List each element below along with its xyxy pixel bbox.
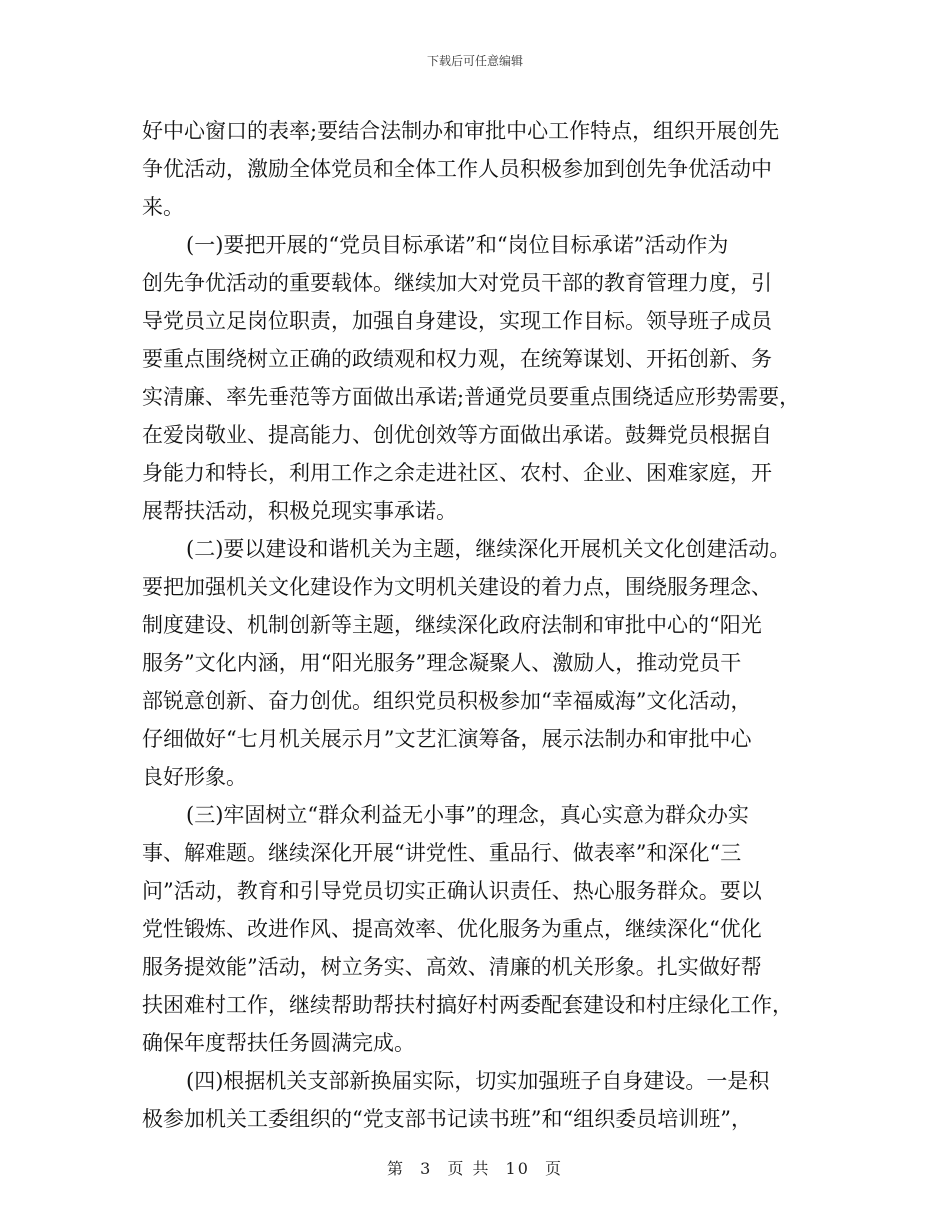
text-line: 扶困难村工作，继续帮助帮扶村搞好村两委配套建设和村庄绿化工作， [142,993,793,1017]
footer-suffix: 页 [545,1159,564,1178]
text-line: 事、解难题。继续深化开展“讲党性、重品行、做表率”和深化“三 [142,841,742,865]
paragraph-start-line: (二)要以建设和谐机关为主题，继续深化开展机关文化创建活动。 [186,537,791,561]
text-line: 问”活动，教育和引导党员切实正确认识责任、热心服务群众。要以 [142,879,762,903]
text-line: 实清廉、率先垂范等方面做出承诺;普通党员要重点围绕适应形势需要， [142,385,801,409]
paragraph-start-line: (四)根据机关支部新换届实际，切实加强班子自身建设。一是积 [186,1069,770,1093]
page-footer [0,1156,950,1179]
text-line: 党性锻炼、改进作风、提高效率、优化服务为重点，继续深化“优化 [142,917,762,941]
text-line: 展帮扶活动，积极兑现实事承诺。 [142,499,457,523]
total-page-count: 10 [505,1159,530,1178]
text-line: 良好形象。 [142,765,247,789]
text-line: 部锐意创新、奋力创优。组织党员积极参加“幸福威海”文化活动， [142,689,752,713]
text-line: 导党员立足岗位职责，加强自身建设，实现工作目标。领导班子成员 [142,309,772,333]
text-line: 在爱岗敬业、提高能力、创优创效等方面做出承诺。鼓舞党员根据自 [142,423,772,447]
text-line: 服务提效能”活动，树立务实、高效、清廉的机关形象。扎实做好帮 [142,955,762,979]
text-line: 创先争优活动的重要载体。继续加大对党员干部的教育管理力度，引 [142,271,772,295]
current-page-number: 3 [420,1159,433,1178]
text-line: 确保年度帮扶任务圆满完成。 [142,1031,415,1055]
text-line: 身能力和特长，利用工作之余走进社区、农村、企业、困难家庭，开 [142,461,772,485]
document-body [142,112,814,1138]
text-line: 要重点围绕树立正确的政绩观和权力观，在统筹谋划、开拓创新、务 [142,347,772,371]
text-line: 好中心窗口的表率;要结合法制办和审批中心工作特点，组织开展创先 [142,119,780,143]
text-line: 来。 [142,195,184,219]
text-line: 极参加机关工委组织的“党支部书记读书班”和“组织委员培训班”， [142,1107,752,1131]
page-header: 下载后可任意编辑 [426,54,523,68]
text-line: 制度建设、机制创新等主题，继续深化政府法制和审批中心的“阳光 [142,613,762,637]
text-line: 服务”文化内涵，用“阳光服务”理念凝聚人、激励人，推动党员干 [142,651,742,675]
paragraph-start-line: (一)要把开展的“党员目标承诺”和“岗位目标承诺”活动作为 [186,233,729,257]
footer-mid: 页 共 [447,1159,491,1178]
paragraph-start-line: (三)牢固树立“群众利益无小事”的理念，真心实意为群众办实 [186,803,749,827]
text-line: 要把加强机关文化建设作为文明机关建设的着力点，围绕服务理念、 [142,575,772,599]
text-line: 争优活动，激励全体党员和全体工作人员积极参加到创先争优活动中 [142,157,772,181]
text-line: 仔细做好“七月机关展示月”文艺汇演筹备，展示法制办和审批中心 [142,727,752,751]
footer-prefix: 第 [386,1159,405,1178]
